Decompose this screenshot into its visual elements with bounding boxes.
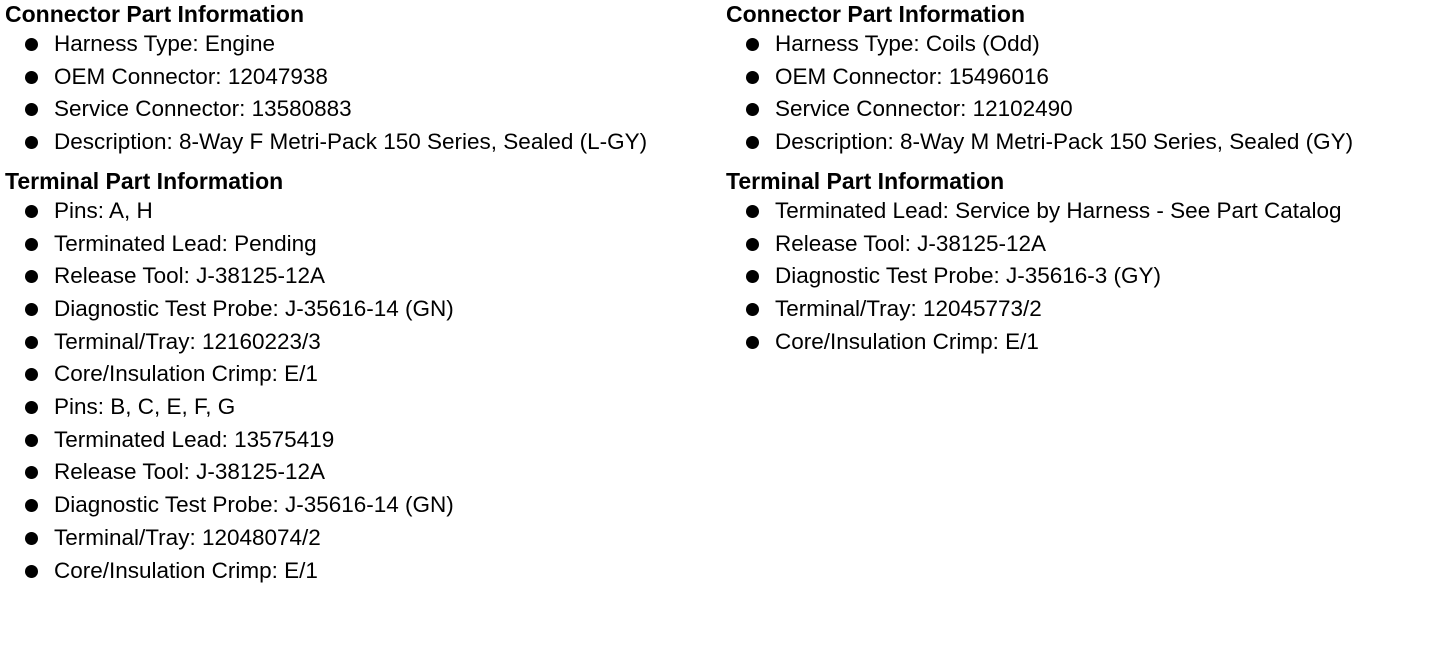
list-item: Description: 8-Way M Metri-Pack 150 Series, Sealed (GY) bbox=[726, 126, 1440, 159]
list-item: Terminal/Tray: 12048074/2 bbox=[5, 522, 720, 555]
list-item: Terminated Lead: Pending bbox=[5, 228, 720, 261]
list-item: Core/Insulation Crimp: E/1 bbox=[5, 555, 720, 588]
terminal-info-list bbox=[5, 195, 720, 391]
list-item: Release Tool: J-38125-12A bbox=[5, 260, 720, 293]
list-item: Service Connector: 12102490 bbox=[726, 93, 1440, 126]
list-item: Terminated Lead: 13575419 bbox=[5, 424, 720, 457]
terminal-info-list bbox=[5, 391, 720, 587]
list-item: Core/Insulation Crimp: E/1 bbox=[726, 326, 1440, 359]
list-item: OEM Connector: 12047938 bbox=[5, 61, 720, 94]
list-item: Harness Type: Engine bbox=[5, 28, 720, 61]
list-item: Pins: A, H bbox=[5, 195, 720, 228]
list-item: Pins: B, C, E, F, G bbox=[5, 391, 720, 424]
connector-part-information-heading: Connector Part Information bbox=[726, 1, 1026, 27]
terminal-part-information-heading: Terminal Part Information bbox=[726, 167, 1005, 194]
connector-info-list bbox=[726, 28, 1440, 159]
right-column bbox=[726, 0, 1440, 358]
terminal-part-information-heading: Terminal Part Information bbox=[5, 167, 284, 194]
list-item: Diagnostic Test Probe: J-35616-14 (GN) bbox=[5, 489, 720, 522]
list-item: Release Tool: J-38125-12A bbox=[726, 228, 1440, 261]
connector-info-list bbox=[5, 28, 720, 159]
list-item: OEM Connector: 15496016 bbox=[726, 61, 1440, 94]
list-item: Harness Type: Coils (Odd) bbox=[726, 28, 1440, 61]
list-item: Terminal/Tray: 12045773/2 bbox=[726, 293, 1440, 326]
list-item: Core/Insulation Crimp: E/1 bbox=[5, 358, 720, 391]
list-item: Terminal/Tray: 12160223/3 bbox=[5, 326, 720, 359]
list-item: Diagnostic Test Probe: J-35616-14 (GN) bbox=[5, 293, 720, 326]
connector-part-information-heading: Connector Part Information bbox=[5, 1, 305, 27]
list-item: Diagnostic Test Probe: J-35616-3 (GY) bbox=[726, 260, 1440, 293]
list-item: Service Connector: 13580883 bbox=[5, 93, 720, 126]
list-item: Release Tool: J-38125-12A bbox=[5, 456, 720, 489]
terminal-info-list bbox=[726, 195, 1440, 359]
left-column bbox=[5, 0, 720, 587]
list-item: Terminated Lead: Service by Harness - See Part Catalog bbox=[726, 195, 1440, 228]
list-item: Description: 8-Way F Metri-Pack 150 Series, Sealed (L-GY) bbox=[5, 126, 720, 159]
